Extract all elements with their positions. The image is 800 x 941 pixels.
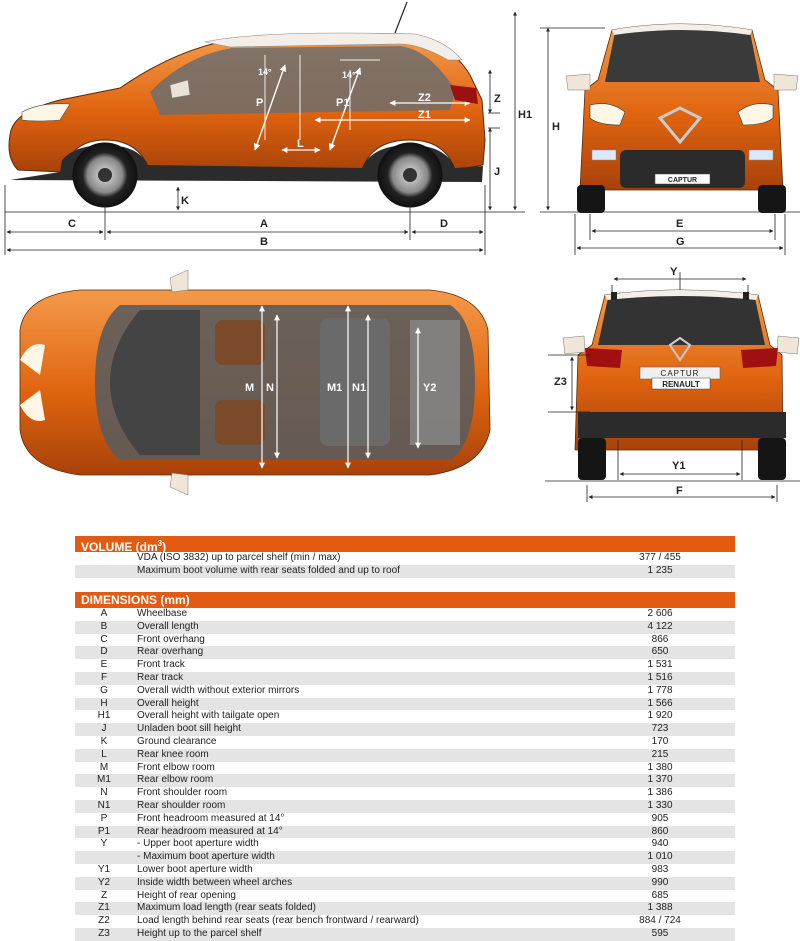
row-code: P1 bbox=[97, 825, 111, 837]
row-label: - Upper boot aperture width bbox=[137, 838, 259, 850]
top-view bbox=[20, 270, 490, 495]
row-code: B bbox=[100, 620, 108, 632]
side-view bbox=[5, 2, 532, 255]
row-label: Rear overhang bbox=[137, 646, 204, 658]
side-label-j: J bbox=[494, 166, 501, 178]
row-value: 170 bbox=[651, 735, 669, 747]
top-label-n: N bbox=[266, 382, 274, 394]
table-row bbox=[75, 838, 735, 851]
row-code: Z3 bbox=[98, 927, 110, 939]
volume-title-end: ) bbox=[162, 540, 167, 554]
table-row bbox=[75, 928, 735, 941]
row-value: 1 370 bbox=[647, 774, 673, 786]
row-label: Front elbow room bbox=[137, 761, 215, 773]
table-row bbox=[75, 685, 735, 698]
row-value: 1 531 bbox=[647, 659, 673, 671]
table-row bbox=[75, 915, 735, 928]
side-label-z1: Z1 bbox=[418, 109, 431, 121]
row-code: H bbox=[100, 697, 108, 709]
front-label-h: H bbox=[552, 121, 560, 133]
row-value: 650 bbox=[651, 646, 669, 658]
row-code: N1 bbox=[97, 799, 111, 811]
table-row bbox=[75, 698, 735, 711]
rear-badge-text: CAPTUR bbox=[660, 369, 700, 378]
dimension-rows bbox=[75, 608, 735, 941]
side-label-d: D bbox=[440, 218, 448, 230]
row-code: G bbox=[100, 684, 108, 696]
row-value: 1 330 bbox=[647, 799, 673, 811]
table-row bbox=[75, 890, 735, 903]
top-label-n1: N1 bbox=[352, 382, 367, 394]
front-label-e: E bbox=[676, 218, 684, 230]
row-label: Overall height bbox=[137, 697, 199, 709]
row-label: Load length behind rear seats (rear bench frontward / rearward) bbox=[137, 915, 419, 927]
row-value: 860 bbox=[651, 825, 669, 837]
row-code: Z2 bbox=[98, 915, 110, 927]
top-label-m: M bbox=[245, 382, 255, 394]
row-label: Wheelbase bbox=[137, 608, 188, 619]
row-value: 1 778 bbox=[647, 684, 673, 696]
row-code: K bbox=[100, 735, 108, 747]
row-code: Y2 bbox=[97, 876, 111, 888]
row-value: 4 122 bbox=[647, 620, 673, 632]
row-value: 884 / 724 bbox=[639, 915, 681, 927]
top-label-m1: M1 bbox=[327, 382, 343, 394]
dimensions-section bbox=[75, 592, 735, 941]
table-row bbox=[75, 877, 735, 890]
row-value: 2 606 bbox=[647, 608, 673, 619]
row-label: Lower boot aperture width bbox=[137, 863, 253, 875]
table-row bbox=[75, 826, 735, 839]
row-value: 983 bbox=[651, 863, 669, 875]
table-row bbox=[75, 800, 735, 813]
row-label: Rear knee room bbox=[137, 748, 209, 760]
volume-header bbox=[75, 536, 735, 552]
top-label-y2: Y2 bbox=[423, 382, 437, 394]
row-code: M bbox=[99, 761, 109, 773]
row-code: A bbox=[100, 608, 108, 619]
table-row bbox=[75, 552, 735, 565]
rear-view bbox=[545, 266, 800, 502]
row-value: 905 bbox=[651, 812, 669, 824]
side-label-p: P bbox=[256, 97, 264, 109]
table-row bbox=[75, 736, 735, 749]
table-row bbox=[75, 762, 735, 775]
row-label: Rear shoulder room bbox=[137, 799, 226, 811]
volume-title-unit: 3 bbox=[157, 539, 163, 548]
table-row bbox=[75, 608, 735, 621]
row-label: Inside width between wheel arches bbox=[137, 876, 293, 888]
row-value: 940 bbox=[651, 838, 669, 850]
row-value: 1 516 bbox=[647, 671, 673, 683]
table-row bbox=[75, 774, 735, 787]
table-row bbox=[75, 902, 735, 915]
row-value: 1 010 bbox=[647, 851, 673, 863]
row-value: 1 566 bbox=[647, 697, 673, 709]
side-label-z2: Z2 bbox=[418, 92, 431, 104]
table-row bbox=[75, 710, 735, 723]
row-label: Overall height with tailgate open bbox=[137, 710, 280, 722]
side-label-c: C bbox=[68, 218, 76, 230]
row-code: Z1 bbox=[98, 902, 110, 914]
front-view bbox=[540, 24, 800, 255]
row-code: Y1 bbox=[97, 863, 111, 875]
row-code: L bbox=[101, 748, 107, 760]
row-code: E bbox=[100, 659, 108, 671]
row-value: 1 920 bbox=[647, 710, 673, 722]
table-row bbox=[75, 634, 735, 647]
row-label: VDA (ISO 3832) up to parcel shelf (min / max) bbox=[137, 552, 341, 563]
side-label-angle-front: 14° bbox=[258, 67, 272, 77]
row-label: Front shoulder room bbox=[137, 787, 228, 799]
dimensions-title: DIMENSIONS (mm) bbox=[81, 593, 190, 607]
row-value: 1 235 bbox=[647, 564, 673, 576]
volume-rows bbox=[75, 552, 735, 578]
rear-label-y1: Y1 bbox=[672, 460, 686, 472]
row-code: Y bbox=[100, 838, 108, 850]
row-code: M1 bbox=[97, 774, 111, 786]
row-value: 595 bbox=[651, 927, 669, 939]
table-row bbox=[75, 787, 735, 800]
row-value: 1 380 bbox=[647, 761, 673, 773]
row-label: Overall width without exterior mirrors bbox=[137, 684, 300, 696]
side-label-b: B bbox=[260, 236, 268, 248]
row-label: Overall length bbox=[137, 620, 199, 632]
row-value: 866 bbox=[651, 633, 669, 645]
side-label-k: K bbox=[181, 195, 189, 207]
row-label: Unladen boot sill height bbox=[137, 723, 241, 735]
volume-section bbox=[75, 536, 735, 578]
row-label: Rear elbow room bbox=[137, 774, 214, 786]
side-label-angle-rear: 14° bbox=[342, 70, 356, 80]
rear-label-f: F bbox=[676, 485, 683, 497]
table-row bbox=[75, 646, 735, 659]
row-label: Height of rear opening bbox=[137, 889, 236, 901]
volume-title: VOLUME (dm bbox=[81, 540, 158, 554]
row-code: Z bbox=[100, 889, 108, 901]
table-row bbox=[75, 659, 735, 672]
row-value: 1 388 bbox=[647, 902, 673, 914]
row-value: 723 bbox=[651, 723, 669, 735]
row-label: Front track bbox=[137, 659, 185, 671]
row-value: 215 bbox=[651, 748, 669, 760]
table-row bbox=[75, 565, 735, 578]
rear-plate-text: RENAULT bbox=[662, 380, 700, 389]
side-label-l: L bbox=[297, 138, 304, 150]
side-label-z: Z bbox=[494, 93, 501, 105]
front-label-g: G bbox=[676, 236, 685, 248]
row-label: Maximum boot volume with rear seats folded and up to roof bbox=[137, 564, 400, 576]
row-value: 990 bbox=[651, 876, 669, 888]
row-code: C bbox=[100, 633, 108, 645]
row-code: F bbox=[100, 671, 108, 683]
front-plate-text: CAPTUR bbox=[667, 177, 698, 184]
side-label-a: A bbox=[260, 218, 268, 230]
row-label: Front headroom measured at 14° bbox=[137, 812, 285, 824]
row-value: 1 386 bbox=[647, 787, 673, 799]
row-value: 685 bbox=[651, 889, 669, 901]
dimensions-header bbox=[75, 592, 735, 608]
row-value: 377 / 455 bbox=[639, 552, 681, 563]
row-label: Front overhang bbox=[137, 633, 205, 645]
row-code: H1 bbox=[97, 710, 111, 722]
side-label-p1: P1 bbox=[336, 97, 350, 109]
row-code: J bbox=[101, 723, 107, 735]
row-code: P bbox=[100, 812, 108, 824]
row-label: Height up to the parcel shelf bbox=[137, 927, 262, 939]
row-code: N bbox=[100, 787, 108, 799]
table-row bbox=[75, 864, 735, 877]
table-row bbox=[75, 749, 735, 762]
table-row bbox=[75, 672, 735, 685]
rear-label-y: Y bbox=[670, 266, 678, 278]
side-label-h1: H1 bbox=[518, 109, 533, 121]
table-row bbox=[75, 621, 735, 634]
row-label: Rear track bbox=[137, 671, 184, 683]
row-label: Ground clearance bbox=[137, 735, 217, 747]
row-label: - Maximum boot aperture width bbox=[137, 851, 275, 863]
row-label: Rear headroom measured at 14° bbox=[137, 825, 283, 837]
row-code: D bbox=[100, 646, 108, 658]
row-label: Maximum load length (rear seats folded) bbox=[137, 902, 316, 914]
table-row bbox=[75, 851, 735, 864]
table-row bbox=[75, 723, 735, 736]
rear-label-z3: Z3 bbox=[554, 376, 567, 388]
table-row bbox=[75, 813, 735, 826]
